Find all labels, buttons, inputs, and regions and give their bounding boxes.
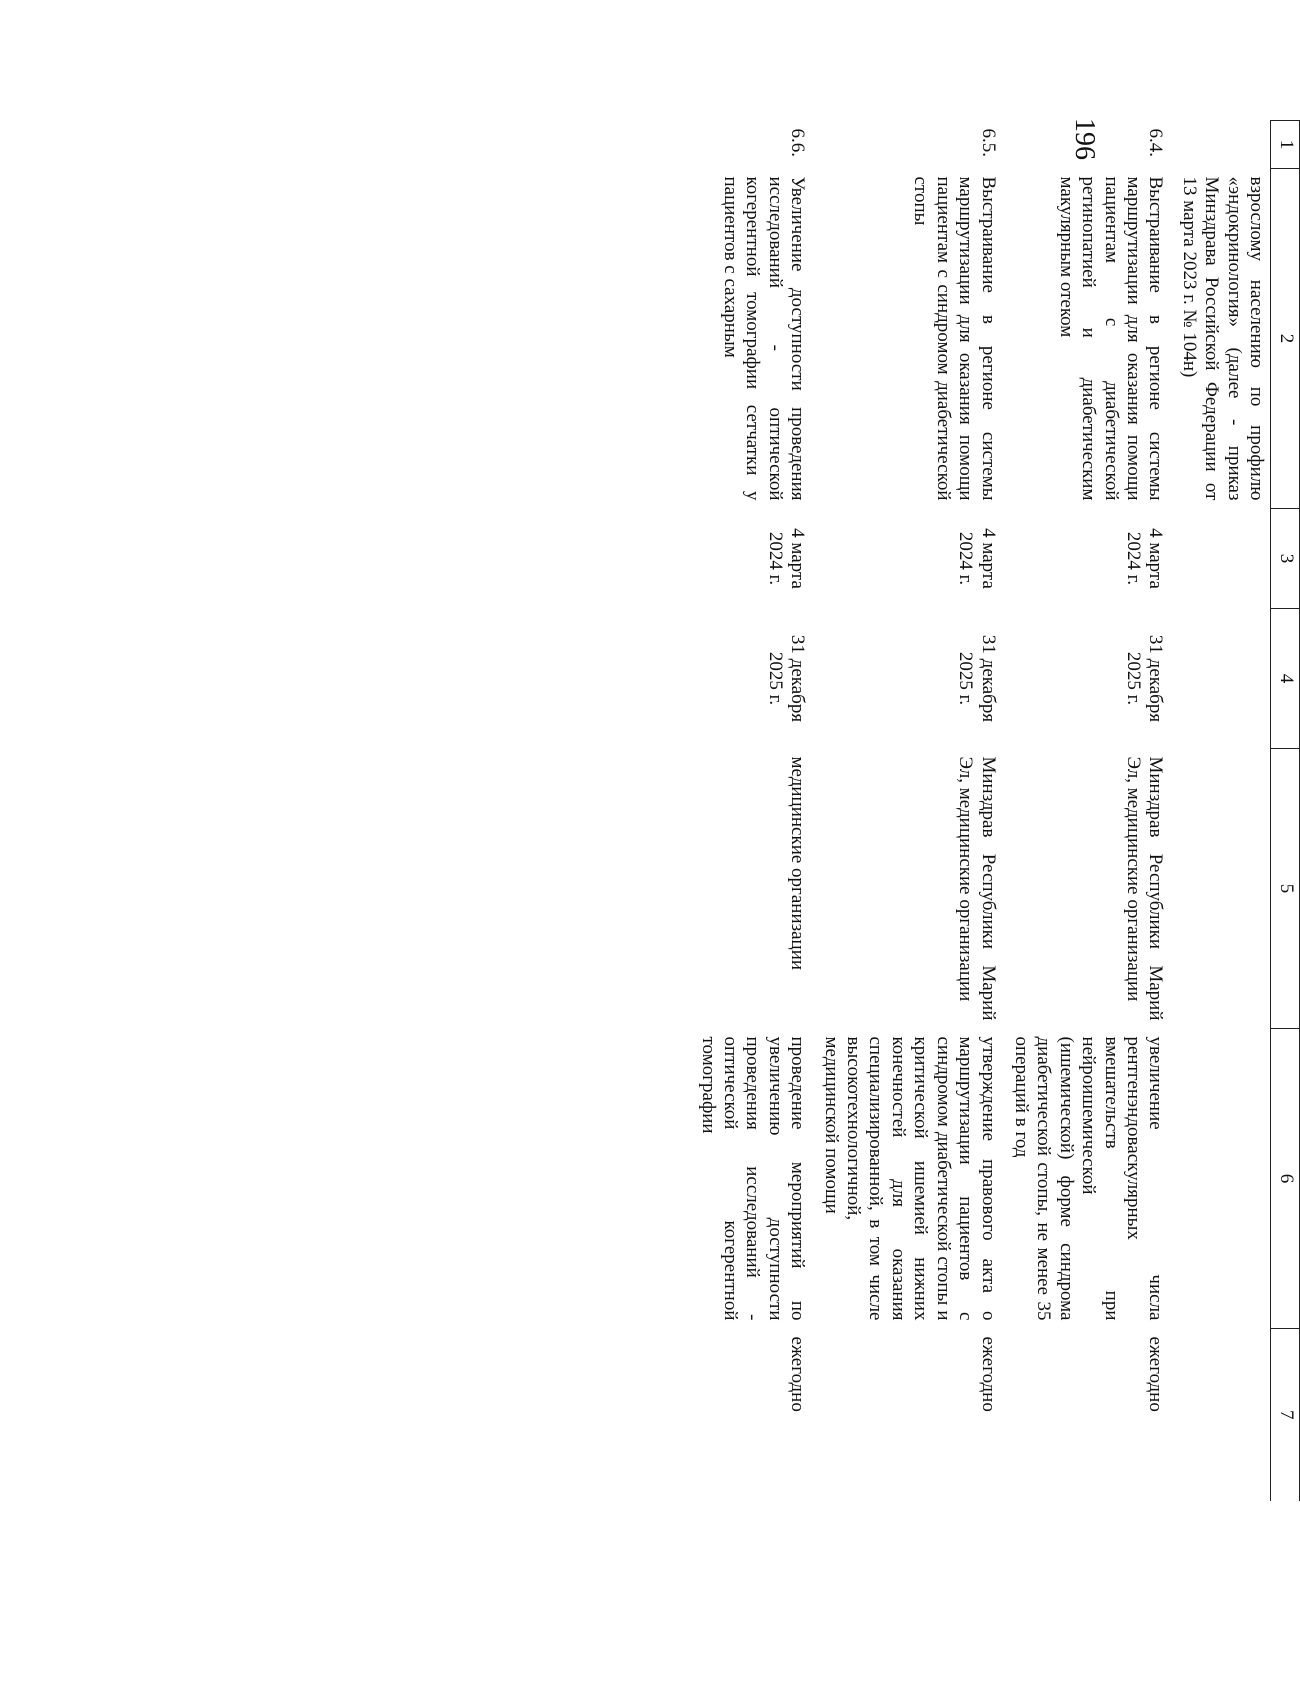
- row-result: утверждение правового акта о маршрутизации пациентов с синдромом диабетической стопы и критической ишемией нижних конечностей для оказания специализированной, в том числе высокотехнологичной, медицинской помощи: [820, 1036, 999, 1321]
- page-number: 196: [1069, 118, 1100, 160]
- row-result: увеличение числа рентгенэндоваскулярных вмешательств при нейроишемической (ишемической) форме синдрома диабетической стопы, не менее 35 операций в год: [1010, 1036, 1167, 1321]
- column-header: 5: [1271, 749, 1300, 1029]
- row-start-date: 4 марта 2024 г.: [1122, 528, 1167, 589]
- table-row: [811, 121, 1001, 1501]
- column-header: 4: [1271, 609, 1300, 749]
- column-header: 1: [1271, 121, 1300, 169]
- row-start-date: 4 марта 2024 г.: [955, 528, 999, 589]
- row-responsible: Минздрав Республики Марий Эл, медицинские организации: [955, 756, 999, 1021]
- column-header: 6: [1271, 1029, 1300, 1329]
- row-description: Выстраивание в регионе системы маршрутизации для оказания помощи пациентам с диабетической ретинопатией и диабетическим макулярным отеком: [1055, 176, 1167, 501]
- continuation-description: взрослому населению по профилю «эндокринология» (далее - приказ Минздрава Российской Федерации от 13 марта 2023 г. № 104н): [1178, 176, 1267, 501]
- row-responsible: Минздрав Республики Марий Эл, медицинские организации: [1122, 756, 1167, 1021]
- column-number-row: [1271, 121, 1300, 1501]
- row-number: 6.4.: [1145, 128, 1167, 157]
- rotated-page: [300, 120, 1300, 1600]
- row-end-date: 31 декабря 2025 г.: [955, 634, 999, 723]
- column-header: 2: [1271, 169, 1300, 509]
- action-plan-table: [688, 120, 1300, 1501]
- continuation-row: [1169, 121, 1270, 1501]
- row-number: 6.6.: [787, 128, 809, 157]
- row-end-date: 31 декабря 2025 г.: [1122, 634, 1167, 723]
- row-responsible: медицинские организации: [787, 756, 809, 971]
- row-frequency: ежегодно: [787, 1336, 809, 1412]
- row-end-date: 31 декабря 2025 г.: [764, 634, 809, 723]
- row-description: Выстраивание в регионе системы маршрутизации для оказания помощи пациентам с синдромом диабетической стопы: [910, 176, 999, 501]
- column-header: 7: [1271, 1329, 1300, 1501]
- row-frequency: ежегодно: [1145, 1336, 1167, 1412]
- table-row: [1002, 121, 1170, 1501]
- table-row: [688, 121, 811, 1501]
- row-description: Увеличение доступности проведения исследований - оптической когерентной томографии сетчатки у пациентов с сахарным: [720, 176, 809, 501]
- row-result: проведение мероприятий по увеличению доступности проведения исследований - оптической когерентной томографии: [697, 1036, 809, 1321]
- row-number: 6.5.: [977, 128, 999, 157]
- row-start-date: 4 марта 2024 г.: [764, 528, 809, 589]
- column-header: 3: [1271, 509, 1300, 609]
- row-frequency: ежегодно: [977, 1336, 999, 1412]
